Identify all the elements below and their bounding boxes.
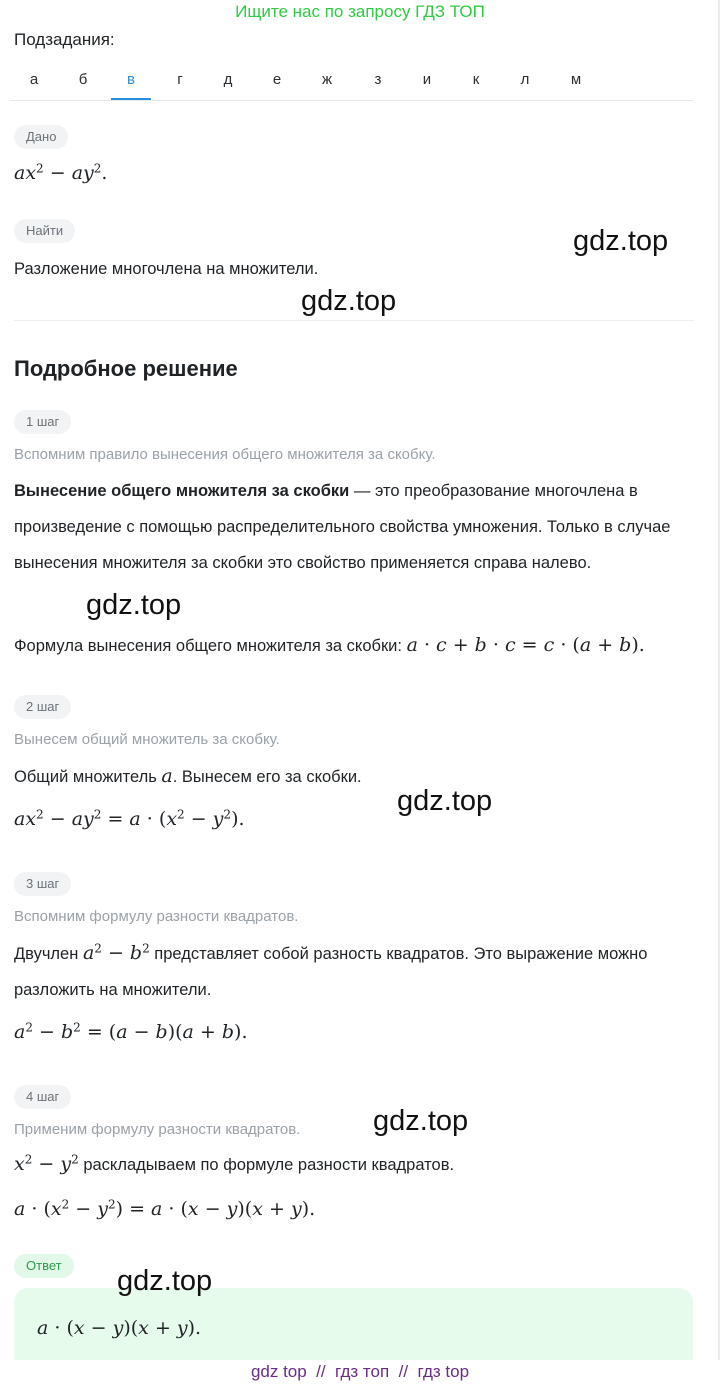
find-badge: Найти xyxy=(14,219,75,243)
step-2 xyxy=(14,695,71,719)
tab-z[interactable]: з xyxy=(374,71,382,88)
binomial-expression: $a^2 - b^2$ xyxy=(82,941,150,964)
subtask-tabs xyxy=(10,58,693,101)
tab-m[interactable]: м xyxy=(570,71,582,88)
step-1-formula xyxy=(14,634,645,656)
step-1 xyxy=(14,410,71,434)
answer-section xyxy=(14,1254,74,1278)
find-text: Разложение многочлена на множители. xyxy=(14,260,319,278)
tab-b[interactable]: б xyxy=(78,71,88,88)
step-2-text: Общий множитель a. Вынесем его за скобки. xyxy=(14,765,362,787)
given-expression: $ax^2 - ay^2$. xyxy=(14,161,108,184)
step-4-binomial: $x^2 - y^2$ xyxy=(14,1152,79,1175)
step-4-badge: 4 шаг xyxy=(14,1085,71,1109)
step-2-expression: $ax^2 - ay^2 = a \cdot (x^2 - y^2)$. xyxy=(14,807,245,830)
solution-title: Подробное решение xyxy=(14,356,238,381)
step-3-hint: Вспомним формулу разности квадратов. xyxy=(14,908,299,925)
tab-e[interactable]: е xyxy=(272,71,282,88)
tab-d[interactable]: д xyxy=(223,71,233,88)
find-section xyxy=(14,219,75,243)
step-1-formula-label: Формула вынесения общего множителя за скобки: xyxy=(14,637,407,655)
tab-i[interactable]: и xyxy=(422,71,432,88)
step-1-badge: 1 шаг xyxy=(14,410,71,434)
step-1-hint: Вспомним правило вынесения общего множителя за скобку. xyxy=(14,446,436,463)
watermark: gdz.top xyxy=(301,285,397,317)
watermark: gdz.top xyxy=(373,1105,469,1137)
tab-a[interactable]: а xyxy=(29,71,39,88)
subtasks-title: Подзадания: xyxy=(14,30,115,49)
step-4-expression: $a \cdot (x^2 - y^2) = a \cdot (x - y)(x + y)$. xyxy=(14,1197,316,1220)
step-2-hint: Вынесем общий множитель за скобку. xyxy=(14,731,280,748)
section-divider xyxy=(14,320,694,321)
step-1-definition xyxy=(14,473,694,581)
watermark: gdz.top xyxy=(573,225,669,257)
step-3 xyxy=(14,872,71,896)
step-3-text: Двучлен $a^2 - b^2$ представляет собой разность квадратов. Это выражение можно разложить на множители. xyxy=(14,941,648,999)
step-1-definition-text: — это преобразование многочлена в произведение с помощью распределительного свойства умножения. Только в случае вынесения множителя за скобки это свойство применяется справа налево. xyxy=(14,482,671,572)
search-banner: Ищите нас по запросу ГДЗ ТОП xyxy=(235,2,485,21)
tab-v[interactable]: в xyxy=(111,58,151,99)
watermark: gdz.top xyxy=(117,1265,213,1297)
step-1-term: Вынесение общего множителя за скобки xyxy=(14,482,350,500)
step-4-text: $x^2 - y^2$ раскладываем по формуле разности квадратов. xyxy=(14,1152,455,1175)
step-4 xyxy=(14,1085,71,1109)
watermark: gdz.top xyxy=(397,785,493,817)
step-3-badge: 3 шаг xyxy=(14,872,71,896)
tab-l[interactable]: л xyxy=(520,71,530,88)
difference-of-squares-formula: $a^2 - b^2 = (a - b)(a + b)$. xyxy=(14,1020,248,1043)
answer-expression: a · (x − y)(x + y). xyxy=(37,1317,202,1339)
tab-g[interactable]: г xyxy=(177,71,183,88)
tab-k[interactable]: к xyxy=(472,71,480,88)
step-4-hint: Применим формулу разности квадратов. xyxy=(14,1121,301,1138)
tab-zh[interactable]: ж xyxy=(321,71,333,88)
footer-links: gdz top // гдз топ // гдз top xyxy=(250,1362,470,1381)
given-section xyxy=(14,125,68,149)
given-badge: Дано xyxy=(14,125,68,149)
watermark: gdz.top xyxy=(86,589,182,621)
step-2-badge: 2 шаг xyxy=(14,695,71,719)
distributive-formula: a · c + b · c = c · (a + b). xyxy=(406,634,645,656)
answer-badge: Ответ xyxy=(14,1254,74,1278)
